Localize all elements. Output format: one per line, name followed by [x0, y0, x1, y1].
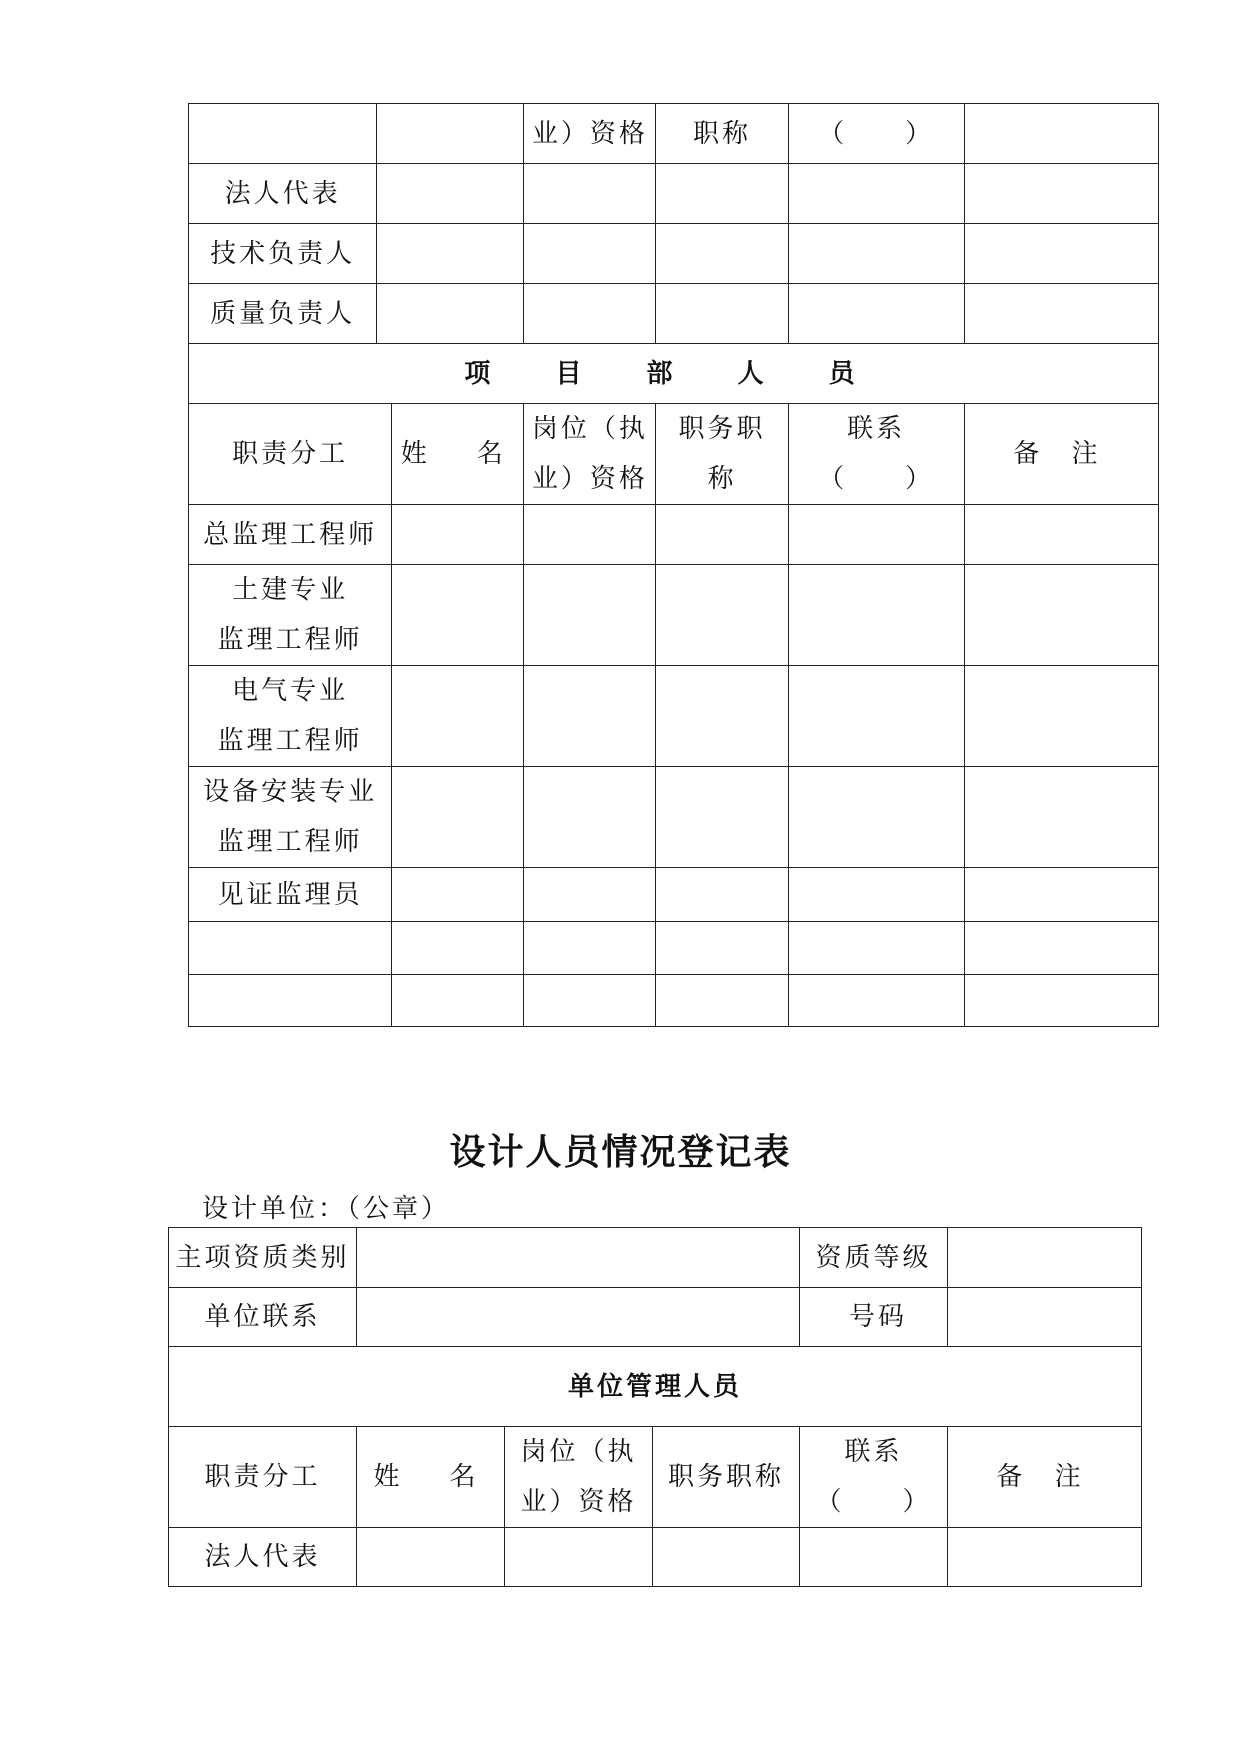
table-row [189, 975, 1159, 1027]
contact-header: 联系 （ ） [800, 1427, 948, 1528]
table-row [189, 104, 1159, 164]
design-staff-table [168, 1227, 1142, 1587]
table-row [189, 565, 1159, 666]
position-header: 岗位（执 业）资格 [524, 404, 656, 505]
number-field[interactable] [948, 1288, 1142, 1347]
duty-header: 职责分工 [189, 404, 392, 505]
header-row [189, 404, 1159, 505]
table-row [189, 224, 1159, 284]
table-row [189, 284, 1159, 344]
title-header-fragment: 职称 [656, 104, 788, 164]
row-label: 法人代表 [189, 164, 377, 224]
contact-header: 联系 （ ） [788, 404, 964, 505]
qualification-category-label: 主项资质类别 [169, 1228, 357, 1288]
row-label: 土建专业 监理工程师 [189, 565, 392, 666]
duty-header: 职责分工 [169, 1427, 357, 1528]
number-label: 号码 [800, 1288, 948, 1347]
remark-header: 备 注 [964, 404, 1158, 505]
table-row [169, 1288, 1142, 1347]
table-row [189, 922, 1159, 975]
remark-header: 备 注 [948, 1427, 1142, 1528]
table-row [169, 1528, 1142, 1587]
row-label: 法人代表 [169, 1528, 357, 1587]
table-row [189, 767, 1159, 868]
row-label: 设备安装专业 监理工程师 [189, 767, 392, 868]
contact-header-fragment: （ ） [788, 104, 964, 164]
title-header: 职务职称 [653, 1427, 800, 1528]
row-label: 技术负责人 [189, 224, 377, 284]
header-row [169, 1427, 1142, 1528]
table-row [169, 1228, 1142, 1288]
qualification-grade-field[interactable] [948, 1228, 1142, 1288]
table-row [189, 868, 1159, 922]
table-row [189, 505, 1159, 565]
table-row [189, 666, 1159, 767]
section-title: 单位管理人员 [169, 1347, 1142, 1427]
position-header: 岗位（执 业）资格 [505, 1427, 653, 1528]
unit-contact-label: 单位联系 [169, 1288, 357, 1347]
row-label: 质量负责人 [189, 284, 377, 344]
qualification-category-field[interactable] [357, 1228, 800, 1288]
row-label: 总监理工程师 [189, 505, 392, 565]
unit-contact-field[interactable] [357, 1288, 800, 1347]
title-header: 职务职 称 [656, 404, 788, 505]
qualification-grade-label: 资质等级 [800, 1228, 948, 1288]
name-header: 姓 名 [357, 1427, 505, 1528]
name-header: 姓 名 [392, 404, 524, 505]
row-label: 见证监理员 [189, 868, 392, 922]
form-title: 设计人员情况登记表 [449, 1131, 792, 1173]
project-staff-table [188, 343, 1159, 1027]
row-label: 电气专业 监理工程师 [189, 666, 392, 767]
table-row [189, 164, 1159, 224]
unit-management-table [188, 103, 1159, 344]
section-title: 项 目 部 人 员 [189, 344, 1159, 404]
design-unit-label: 设计单位：（公章） [202, 1194, 451, 1224]
position-header-fragment: 业）资格 [524, 104, 656, 164]
